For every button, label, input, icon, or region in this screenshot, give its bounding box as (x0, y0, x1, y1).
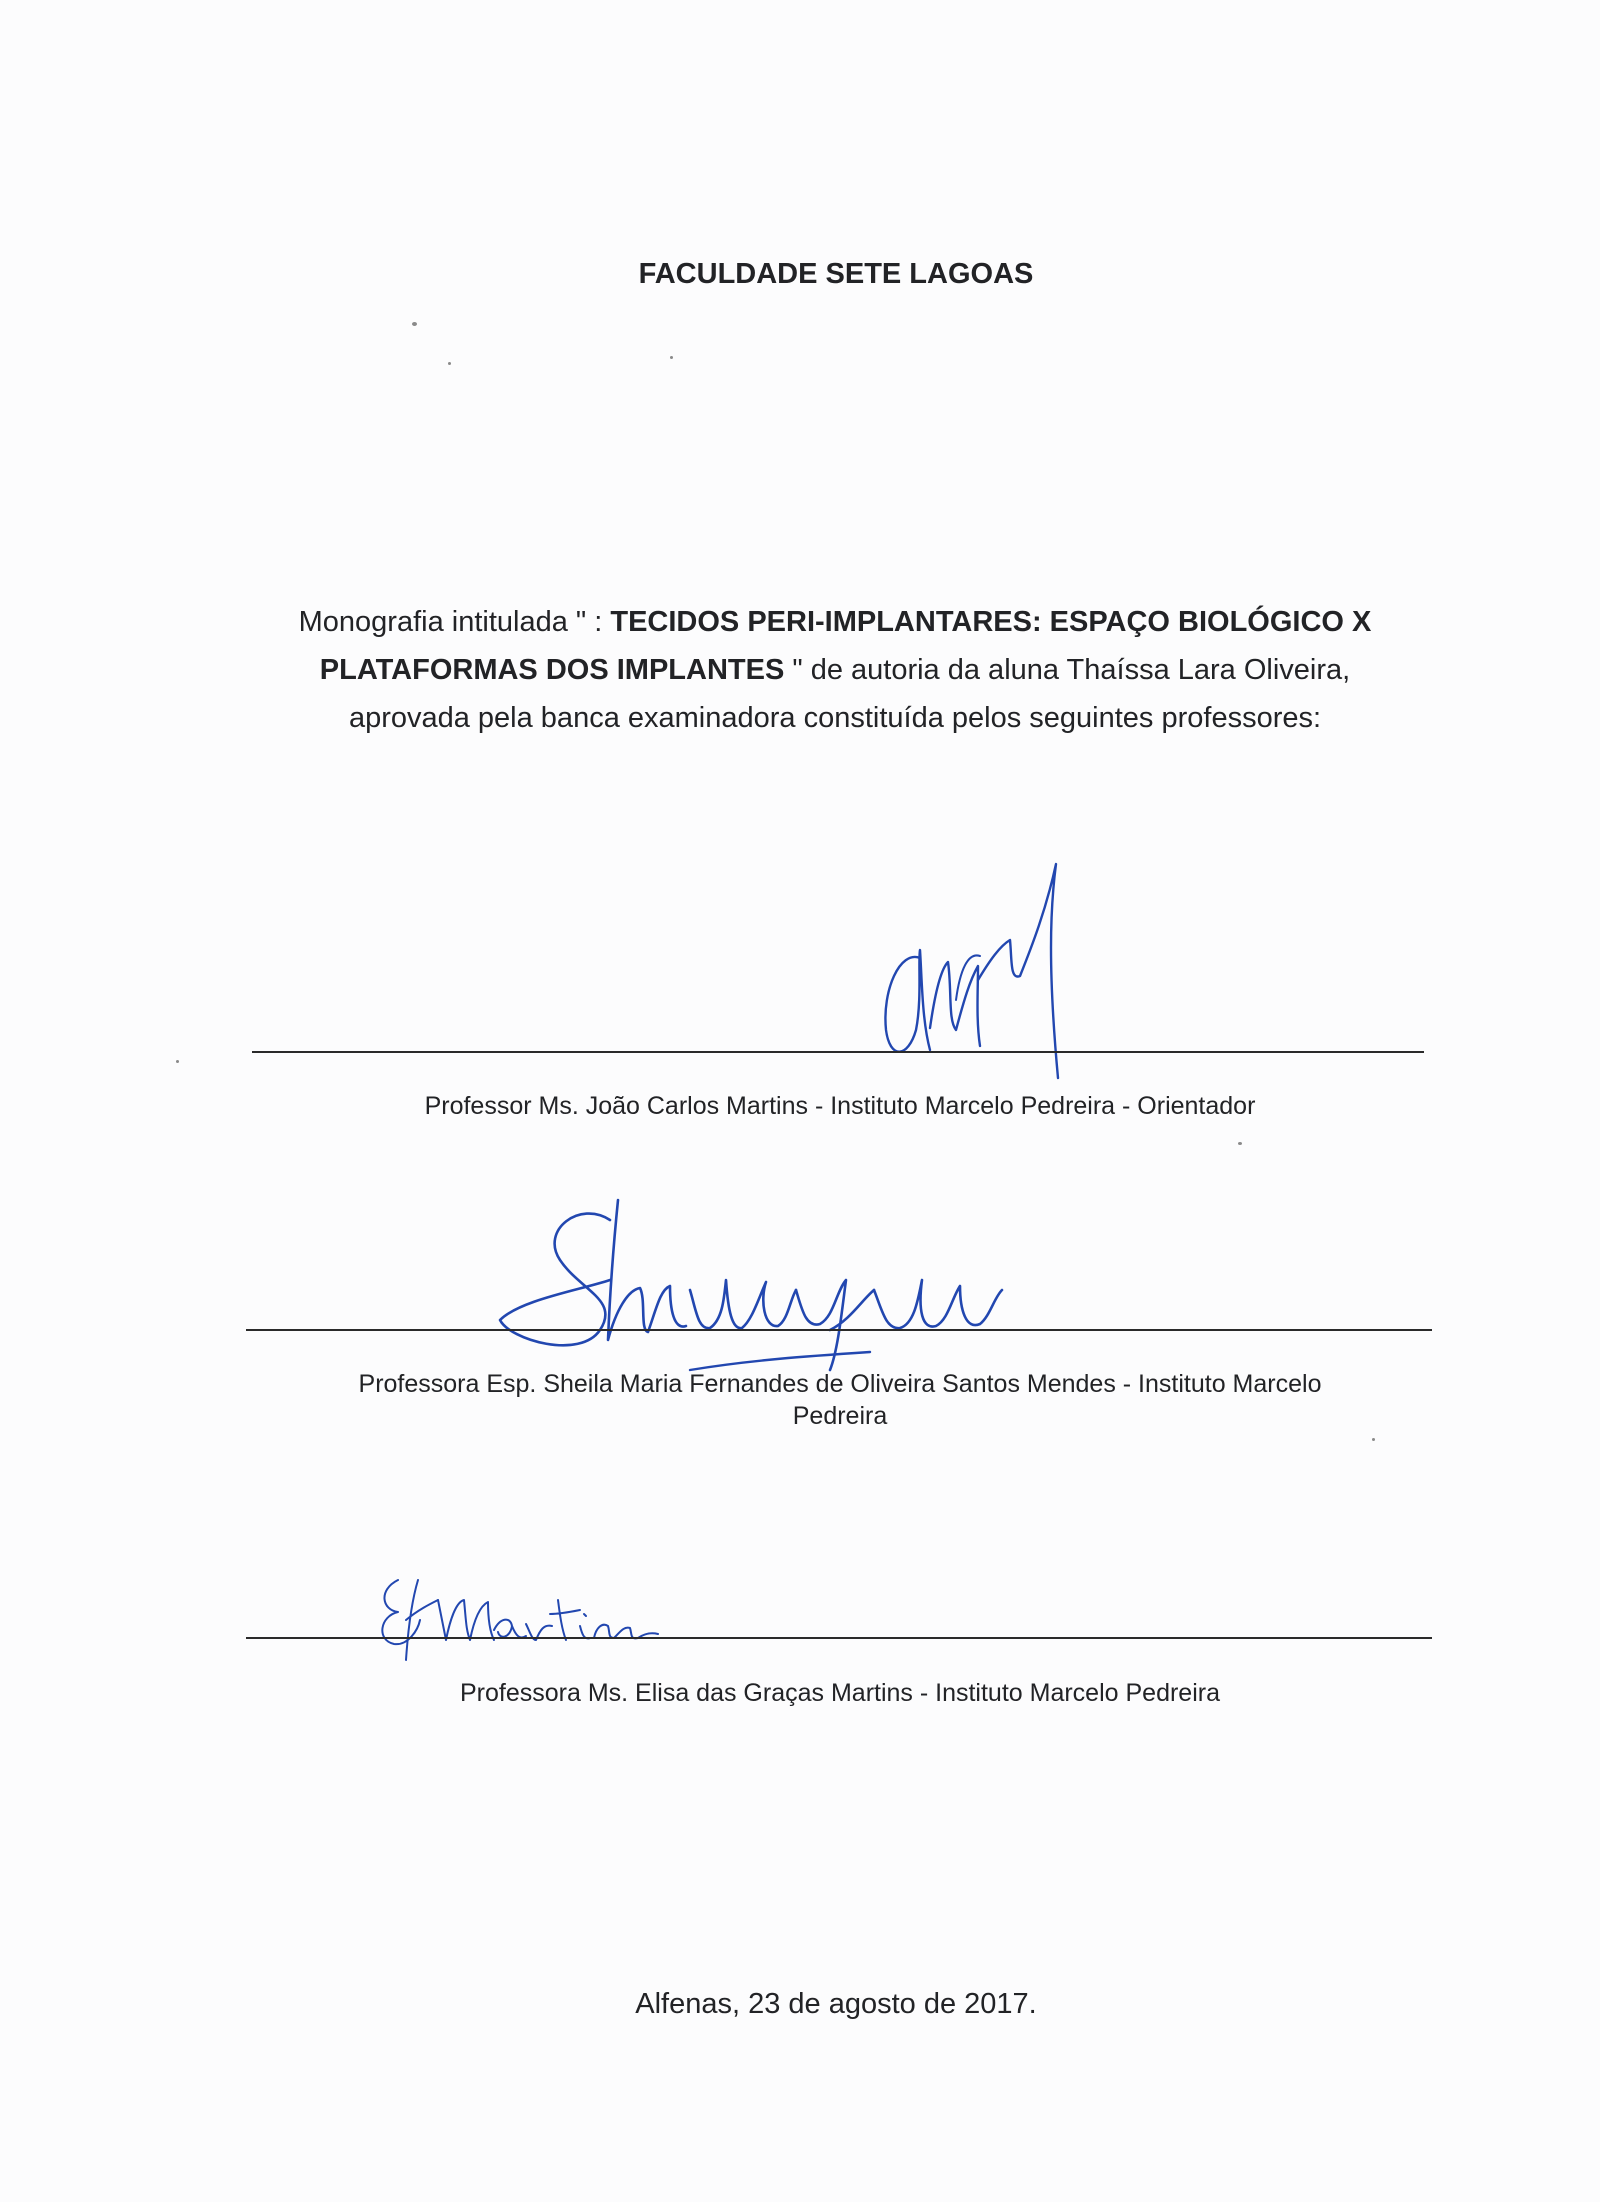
examiner-2-caption-line1: Professora Esp. Sheila Maria Fernandes de Oliveira Santos Mendes - Instituto Marcelo (358, 1370, 1322, 1398)
statement-prefix: Monografia intitulada " : (298, 606, 611, 638)
examiner-3-caption: Professora Ms. Elisa das Graças Martins - Instituto Marcelo Pedreira (460, 1679, 1220, 1707)
scan-speck (412, 322, 417, 326)
statement-ending: aprovada pela banca examinadora constituída pelos seguintes professores: (348, 702, 1322, 734)
signature-line-2 (246, 1329, 1432, 1331)
signature-joao-carlos-martins (860, 850, 1100, 1090)
monograph-title-line2: PLATAFORMAS DOS IMPLANTES (319, 654, 785, 686)
signature-line-3 (246, 1637, 1432, 1639)
scan-speck (1238, 1142, 1242, 1145)
examiner-2-caption (160, 1368, 1520, 1432)
approval-statement (230, 598, 1440, 742)
statement-author: " de autoria da aluna Thaíssa Lara Oliveira, (784, 654, 1351, 686)
scan-speck (1372, 1438, 1375, 1441)
signature-elisa-martins (368, 1560, 668, 1670)
monograph-title-line1: TECIDOS PERI-IMPLANTARES: ESPAÇO BIOLÓGICO X (610, 606, 1372, 638)
signature-sheila-mendes (490, 1180, 1020, 1380)
scan-speck (176, 1060, 179, 1063)
place-and-date: Alfenas, 23 de agosto de 2017. (635, 1988, 1037, 2020)
examiner-2-caption-line2: Pedreira (792, 1402, 888, 1430)
examiner-1-caption: Professor Ms. João Carlos Martins - Instituto Marcelo Pedreira - Orientador (424, 1092, 1256, 1120)
scan-speck (448, 362, 451, 365)
signature-line-1 (252, 1051, 1424, 1053)
scan-speck (670, 356, 673, 359)
institution-heading: FACULDADE SETE LAGOAS (638, 258, 1034, 290)
